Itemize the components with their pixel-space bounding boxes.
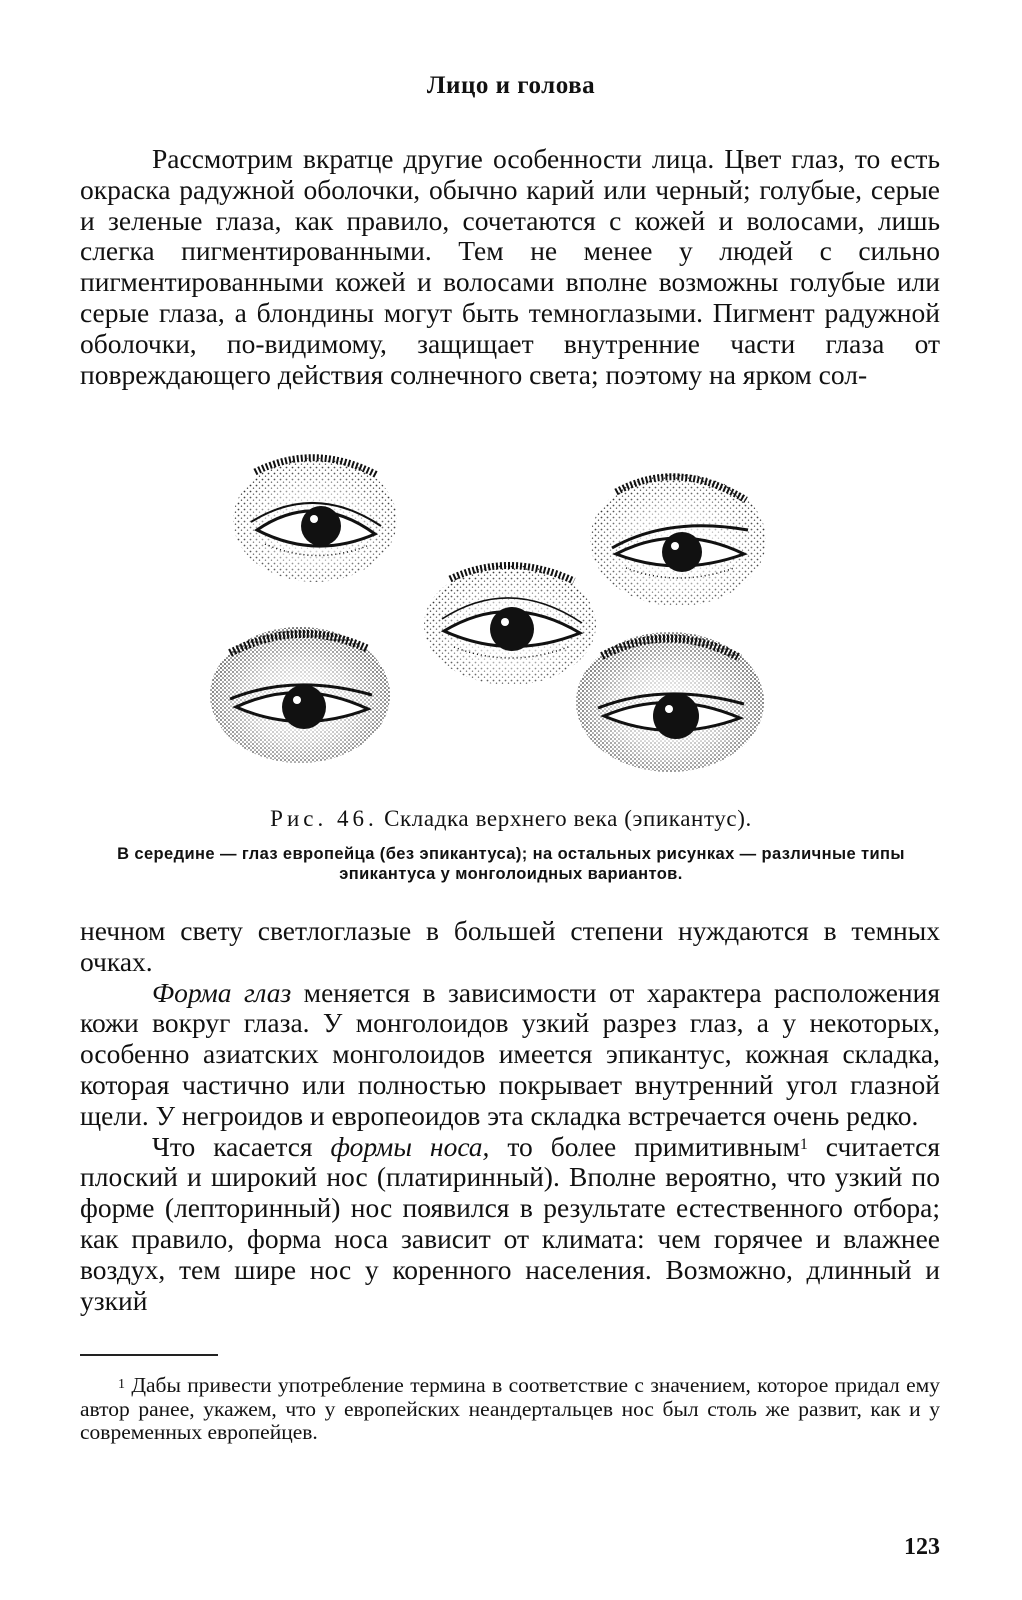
paragraph-text: меняется в зависимости от характера расположения кожи вокруг глаза. У монголоидов узкий разрез глаз, а у некоторых, особенно азиатских монголоидов имеется эпикантус, кожная складка, которая частично или полностью покрывает внутренний угол глазной щели. У негроидов и европеоидов эта складка встречается очень редко. [80,976,940,1131]
footnote-mark: 1 [118,1377,125,1392]
page-number: 123 [904,1534,940,1560]
eye-drawing-center [424,565,596,685]
text-block-bottom [80,916,940,1316]
eye-drawing-bottom-right [576,632,764,772]
footnote-divider [80,1354,218,1356]
paragraph-text: Что касается [152,1130,331,1162]
eye-drawing-top-left [233,458,397,582]
figure-caption [0,806,1022,832]
footnote-text [80,1374,940,1445]
running-head: Лицо и голова [426,72,596,99]
paragraph-text: считается плоский и широкий нос (платиринный). Вполне вероятно, что узкий по форме (лепторинный) нос появился в результате естественного отбора; как правило, форма носа зависит от климата: чем горячее и влажнее воздух, тем шире нос у коренного населения. Возможно, длинный и узкий [80,1130,940,1316]
figure-label: Рис. 46. [270,806,378,831]
footnote-body: Дабы привести употребление термина в соответствие с значением, которое придал ему автор ранее, укажем, что у европейских неандертальцев нос был столь же развит, как и у современных европейцев. [80,1373,940,1444]
text-block-top [80,144,940,390]
footnote-reference[interactable]: 1 [799,1135,808,1153]
figure-title: Складка верхнего века (эпикантус). [384,806,752,831]
paragraph-text: то более примитивным [489,1130,800,1162]
eyes-illustration [200,440,820,810]
footnote [80,1374,940,1445]
paragraph: нечном свету светлоглазые в большей степени нуждаются в темных очках. [80,915,940,977]
paragraph [80,1132,940,1317]
paragraph: Рассмотрим вкратце другие особенности лица. Цвет глаз, то есть окраска радужной оболочки, обычно карий или черный; голубые, серые и зеленые глаза, как правило, сочетаются с кожей и волосами, лишь слегка пигментированными. Тем не менее у людей с сильно пигментированными кожей и волосами вполне возможны голубые или серые глаза, а блондины могут быть темноглазыми. Пигмент радужной оболочки, по-видимому, защищает внутренние части глаза от повреждающего действия солнечного света; поэтому на ярком сол- [80,143,940,390]
italic-term: формы носа, [330,1130,490,1162]
eye-drawing-bottom-left [210,627,390,763]
figure-eyes [200,440,820,810]
italic-term: Форма глаз [152,976,292,1008]
paragraph [80,978,940,1132]
eye-drawing-top-right [590,474,766,606]
figure-description: В середине — глаз европейца (без эпикантуса); на остальных рисунках — различные типы эпикантуса у монголоидных вариантов. [117,845,905,883]
